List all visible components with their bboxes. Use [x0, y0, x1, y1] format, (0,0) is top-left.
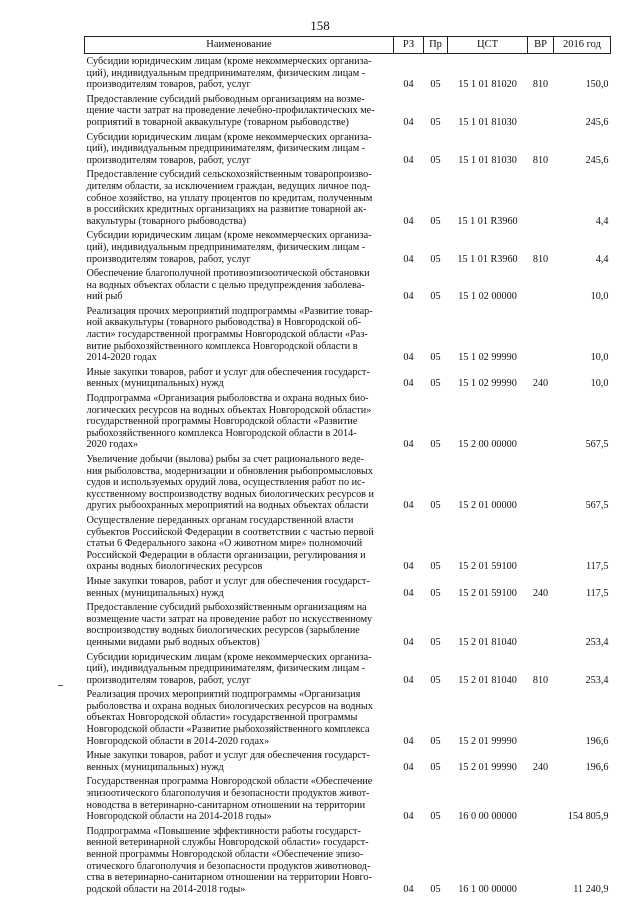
row-rz-cell: 04	[403, 636, 414, 648]
row-rz-cell: 04	[403, 735, 414, 747]
row-rz-cell: 04	[403, 500, 414, 512]
row-amount-cell: 150,0	[585, 79, 609, 91]
row-amount-cell: 567,5	[585, 500, 609, 512]
row-cst-cell: 16 1 00 00000	[458, 883, 517, 895]
row-rz-cell: 04	[403, 79, 414, 91]
row-amount-cell: 567,5	[585, 439, 609, 451]
table-row	[85, 266, 611, 304]
row-vr-cell: 810	[532, 79, 549, 91]
table-row	[85, 452, 611, 513]
row-name-cell: Государственная программа Новгородской области «Обеспечение эпизоотического благополучия и безопасности продуктов живот- новодства в ветеринарно-санитарном отношении на территории Новгородской области на 2014-2018 годы»	[86, 776, 373, 823]
page-number: 158	[310, 18, 330, 33]
table-row	[85, 513, 611, 574]
table-header	[85, 37, 611, 54]
col-header-cst: ЦСТ	[448, 37, 528, 54]
row-pr-cell: 05	[430, 587, 441, 599]
row-cst-cell: 15 2 01 99990	[458, 761, 517, 773]
row-vr-cell: 810	[532, 253, 549, 265]
row-vr-cell	[528, 266, 554, 304]
table-row	[85, 748, 611, 774]
row-rz-cell: 04	[403, 587, 414, 599]
row-amount-cell: 117,5	[585, 561, 609, 573]
row-rz-cell: 04	[403, 761, 414, 773]
row-amount-cell: 253,4	[585, 674, 609, 686]
row-name-cell: Реализация прочих мероприятий подпрограммы «Развитие товар- ной аквакультуры (товарного рыбоводства) в Новгородской об- ласти» государственной программы Новгородской области «Раз- витие рыбохозяйственного комплекса Новгородской области в 2014-2020 годах	[86, 305, 373, 364]
row-cst-cell: 15 2 01 81040	[458, 674, 517, 686]
table-row	[85, 650, 611, 688]
table-row	[85, 391, 611, 452]
row-name-cell: Подпрограмма «Организация рыболовства и охрана водных био- логических ресурсов на водных объектах Новгородской области» государственной программы Новгородской области «Развитие рыбохозяйственного комплекса Новгородской области в 2014- 2020 годах»	[86, 393, 372, 451]
row-rz-cell: 04	[403, 291, 414, 303]
row-pr-cell: 05	[430, 154, 441, 166]
row-amount-cell: 245,6	[585, 154, 609, 166]
row-pr-cell: 05	[430, 352, 441, 364]
row-pr-cell: 05	[430, 883, 441, 895]
row-pr-cell: 05	[430, 79, 441, 91]
row-rz-cell: 04	[403, 352, 414, 364]
row-vr-cell: 810	[532, 154, 549, 166]
row-name-cell: Предоставление субсидий сельскохозяйственным товаропроизво- дителям области, за исключением граждан, ведущих личное под- собное хозяйство, на уплату процентов по кредитам, полученным в российских кредитных организациях на развитие товарной ак- вакультуры (товарного рыбоводства)	[86, 169, 373, 227]
table-row	[85, 600, 611, 649]
row-pr-cell: 05	[430, 378, 441, 390]
row-rz-cell: 04	[403, 439, 414, 451]
row-cst-cell: 15 2 01 81040	[458, 636, 517, 648]
row-pr-cell: 05	[430, 811, 441, 823]
row-cst-cell: 15 1 02 99990	[458, 352, 517, 364]
col-header-rz: РЗ	[394, 37, 424, 54]
row-vr-cell	[528, 167, 554, 228]
row-cst-cell: 15 1 01 81030	[458, 116, 517, 128]
row-pr-cell: 05	[430, 735, 441, 747]
row-name-cell: Предоставление субсидий рыбохозяйственным организациям на возмещение части затрат на проведение работ по искусственному воспроизводству водных биологических ресурсов (зарыбление ценными видами рыб водных объектов)	[86, 602, 373, 648]
row-name-cell: Подпрограмма «Повышение эффективности работы государст- венной ветеринарной службы Новгородской области» государст- венной программы Новгородской области «Обеспечение эпизо- отического благополучия и безопасности продуктов животновод- ства в ветеринарно-санитарном отношении на территории Новго- родской области на 2014-2018 годы»	[86, 825, 372, 895]
row-amount-cell: 4,4	[595, 215, 609, 227]
row-name-cell: Субсидии юридическим лицам (кроме некоммерческих организа- ций), индивидуальным предпринимателям, физическим лицам - производителям товаров, работ, услуг	[86, 230, 372, 265]
row-name-cell: Субсидии юридическим лицам (кроме некоммерческих организа- ций), индивидуальным предпринимателям, физическим лицам - производителям товаров, работ, услуг	[86, 131, 372, 166]
row-name-cell: Увеличение добычи (вылова) рыбы за счет рационального веде- ния рыболовства, модернизации и обновления рыбопромысловых судов и используемых орудий лова, осуществления работ по ис- кусственному воспроизводству водных биологических ресурсов и других рыбоохранных мероприятий на водных объектах области	[86, 454, 374, 512]
row-amount-cell: 10,0	[590, 352, 609, 364]
row-vr-cell	[528, 513, 554, 574]
row-pr-cell: 05	[430, 116, 441, 128]
row-amount-cell: 10,0	[590, 291, 609, 303]
row-pr-cell: 05	[430, 500, 441, 512]
row-vr-cell	[528, 391, 554, 452]
row-vr-cell	[528, 600, 554, 649]
row-pr-cell: 05	[430, 761, 441, 773]
row-rz-cell: 04	[403, 215, 414, 227]
table-row	[85, 92, 611, 130]
row-amount-cell: 253,4	[585, 636, 609, 648]
row-rz-cell: 04	[403, 116, 414, 128]
row-rz-cell: 04	[403, 674, 414, 686]
row-cst-cell: 15 1 01 R3960	[457, 253, 518, 265]
row-rz-cell: 04	[403, 561, 414, 573]
table-row	[85, 130, 611, 168]
row-amount-cell: 10,0	[590, 378, 609, 390]
col-header-year: 2016 год	[554, 37, 611, 54]
row-pr-cell: 05	[430, 439, 441, 451]
row-vr-cell: 240	[532, 378, 549, 390]
row-cst-cell: 15 1 01 81030	[458, 154, 517, 166]
table-body	[85, 54, 611, 897]
row-vr-cell	[528, 687, 554, 748]
row-vr-cell: 810	[532, 674, 549, 686]
table-row	[85, 304, 611, 365]
row-name-cell: Иные закупки товаров, работ и услуг для обеспечения государст- венных (муниципальных) нужд	[86, 750, 370, 773]
col-header-name: Наименование	[85, 37, 394, 54]
table-row	[85, 54, 611, 92]
row-name-cell: Обеспечение благополучной противоэпизоотической обстановки на водных объектах области с целью предупреждения заболева- ний рыб	[86, 268, 370, 303]
row-amount-cell: 11 240,9	[573, 883, 609, 895]
row-amount-cell: 117,5	[585, 587, 609, 599]
row-vr-cell	[528, 92, 554, 130]
table-row	[85, 824, 611, 897]
row-cst-cell: 15 1 02 99990	[458, 378, 517, 390]
table-row	[85, 167, 611, 228]
row-rz-cell: 04	[403, 883, 414, 895]
row-cst-cell: 15 2 01 00000	[458, 500, 517, 512]
row-vr-cell	[528, 774, 554, 823]
row-amount-cell: 245,6	[585, 116, 609, 128]
row-name-cell: Субсидии юридическим лицам (кроме некоммерческих организа- ций), индивидуальным предпринимателям, физическим лицам - производителям товаров, работ, услуг	[86, 56, 372, 91]
row-name-cell: Реализация прочих мероприятий подпрограммы «Организация рыболовства и охрана водных биологических ресурсов на водных объектах Новгородской области» государственной программы Новгородской области «Развитие рыбохозяйственного комплекса Новгородской области в 2014-2020 годах»	[86, 689, 373, 747]
row-cst-cell: 16 0 00 00000	[458, 811, 517, 823]
row-vr-cell	[528, 824, 554, 897]
margin-mark	[58, 685, 63, 686]
row-pr-cell: 05	[430, 674, 441, 686]
row-rz-cell: 04	[403, 253, 414, 265]
row-vr-cell	[528, 452, 554, 513]
row-rz-cell: 04	[403, 811, 414, 823]
row-vr-cell	[528, 304, 554, 365]
row-name-cell: Осуществление переданных органам государственной власти субъектов Российской Федерации в соответствии с частью первой статьи 6 Федерального закона «О животном мире» полномочий Российской Федерации в области организации, регулирования и охраны водных биологических ресурсов	[86, 514, 374, 573]
row-name-cell: Иные закупки товаров, работ и услуг для обеспечения государст- венных (муниципальных) нужд	[86, 366, 370, 390]
table-row	[85, 228, 611, 266]
table-row	[85, 687, 611, 748]
row-pr-cell: 05	[430, 291, 441, 303]
row-amount-cell: 4,4	[595, 253, 609, 265]
row-pr-cell: 05	[430, 636, 441, 648]
row-cst-cell: 15 2 01 59100	[458, 587, 517, 599]
row-cst-cell: 15 1 01 R3960	[457, 215, 518, 227]
row-pr-cell: 05	[430, 215, 441, 227]
row-vr-cell: 240	[532, 587, 549, 599]
row-pr-cell: 05	[430, 561, 441, 573]
row-name-cell: Субсидии юридическим лицам (кроме некоммерческих организа- ций), индивидуальным предпринимателям, физическим лицам - производителям товаров, работ, услуг	[86, 651, 372, 686]
table-row	[85, 365, 611, 391]
col-header-pr: Пр	[424, 37, 448, 54]
row-name-cell: Иные закупки товаров, работ и услуг для обеспечения государст- венных (муниципальных) нужд	[86, 575, 370, 599]
row-pr-cell: 05	[430, 253, 441, 265]
row-name-cell: Предоставление субсидий рыбоводным организациям на возме- щение части затрат на проведение лечебно-профилактических ме- роприятий в товарной аквакультуре (товарном рыбоводстве)	[86, 93, 375, 128]
row-cst-cell: 15 2 01 99990	[458, 735, 517, 747]
table-row	[85, 574, 611, 600]
col-header-vr: ВР	[528, 37, 554, 54]
row-cst-cell: 15 1 01 81020	[458, 79, 517, 91]
row-amount-cell: 154 805,9	[567, 811, 609, 823]
row-vr-cell: 240	[532, 761, 549, 773]
row-cst-cell: 15 1 02 00000	[458, 291, 517, 303]
row-cst-cell: 15 2 00 00000	[458, 439, 517, 451]
row-rz-cell: 04	[403, 154, 414, 166]
row-rz-cell: 04	[403, 378, 414, 390]
row-cst-cell: 15 2 01 59100	[458, 561, 517, 573]
row-amount-cell: 196,6	[585, 735, 609, 747]
budget-table	[84, 36, 611, 896]
row-amount-cell: 196,6	[585, 761, 609, 773]
table-row	[85, 774, 611, 823]
